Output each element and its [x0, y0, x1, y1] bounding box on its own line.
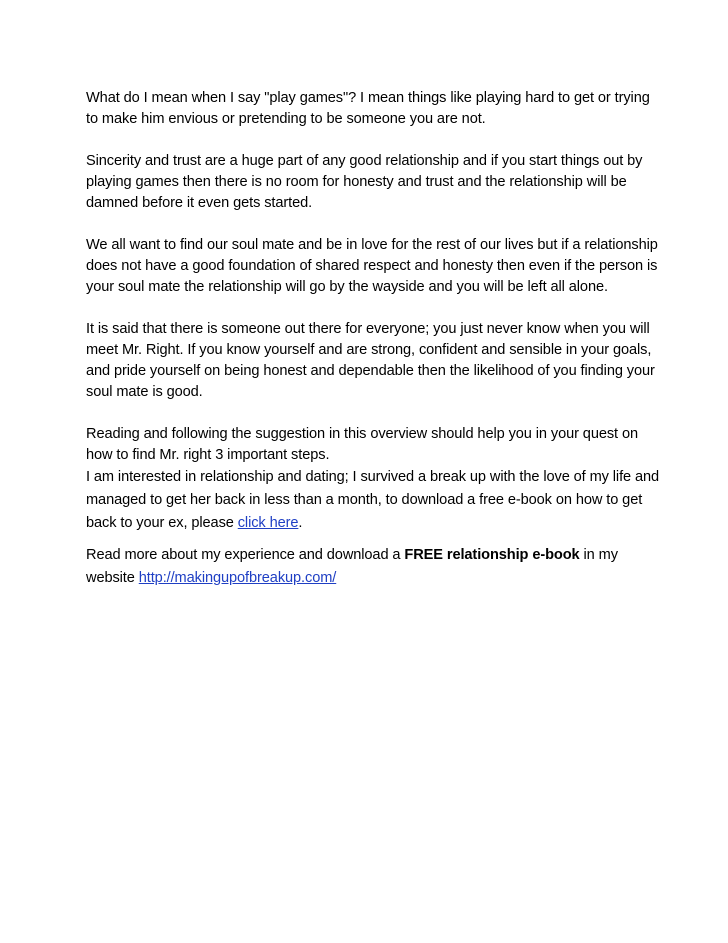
paragraph-soul-mate: We all want to find our soul mate and be in love for the rest of our lives but if a relationship does not have a good foundation of shared respect and honesty then even if the person is your soul mate the relationship will go by the wayside and you will be left all alone. — [86, 237, 658, 295]
website-link[interactable]: http://makingupofbreakup.com/ — [138, 570, 337, 586]
document-body — [86, 88, 660, 611]
paragraph-mr-right: It is said that there is someone out there for everyone; you just never know when you will meet Mr. Right. If you know yourself and are strong, confident and sensible in your goals, and pride yourself on being honest and dependable then the likelihood of you finding your soul mate is good. — [86, 321, 655, 400]
paragraph-closing — [86, 544, 660, 590]
paragraph-author-note — [86, 466, 660, 535]
click-here-link[interactable]: click here — [237, 515, 299, 531]
paragraph-overview: Reading and following the suggestion in this overview should help you in your quest on how to find Mr. right 3 important steps. — [86, 426, 638, 463]
paragraph-play-games: What do I mean when I say "play games"? I mean things like playing hard to get or trying to make him envious or pretending to be someone you are not. — [86, 90, 650, 127]
paragraph-sincerity-trust: Sincerity and trust are a huge part of any good relationship and if you start things out by playing games then there is no room for honesty and trust and the relationship will be damned before it even gets started. — [86, 153, 643, 211]
author-note-text: I am interested in relationship and dating; I survived a break up with the love of my life and managed to get her back in less than a month, to download a free e-book on how to get back to your ex, please — [86, 469, 660, 531]
closing-text: Read more about my experience and download a — [86, 547, 405, 563]
closing-text-website: in my website — [86, 547, 618, 586]
free-ebook-emphasis: FREE relationship e-book — [404, 547, 580, 563]
author-note-period: . — [298, 515, 303, 531]
